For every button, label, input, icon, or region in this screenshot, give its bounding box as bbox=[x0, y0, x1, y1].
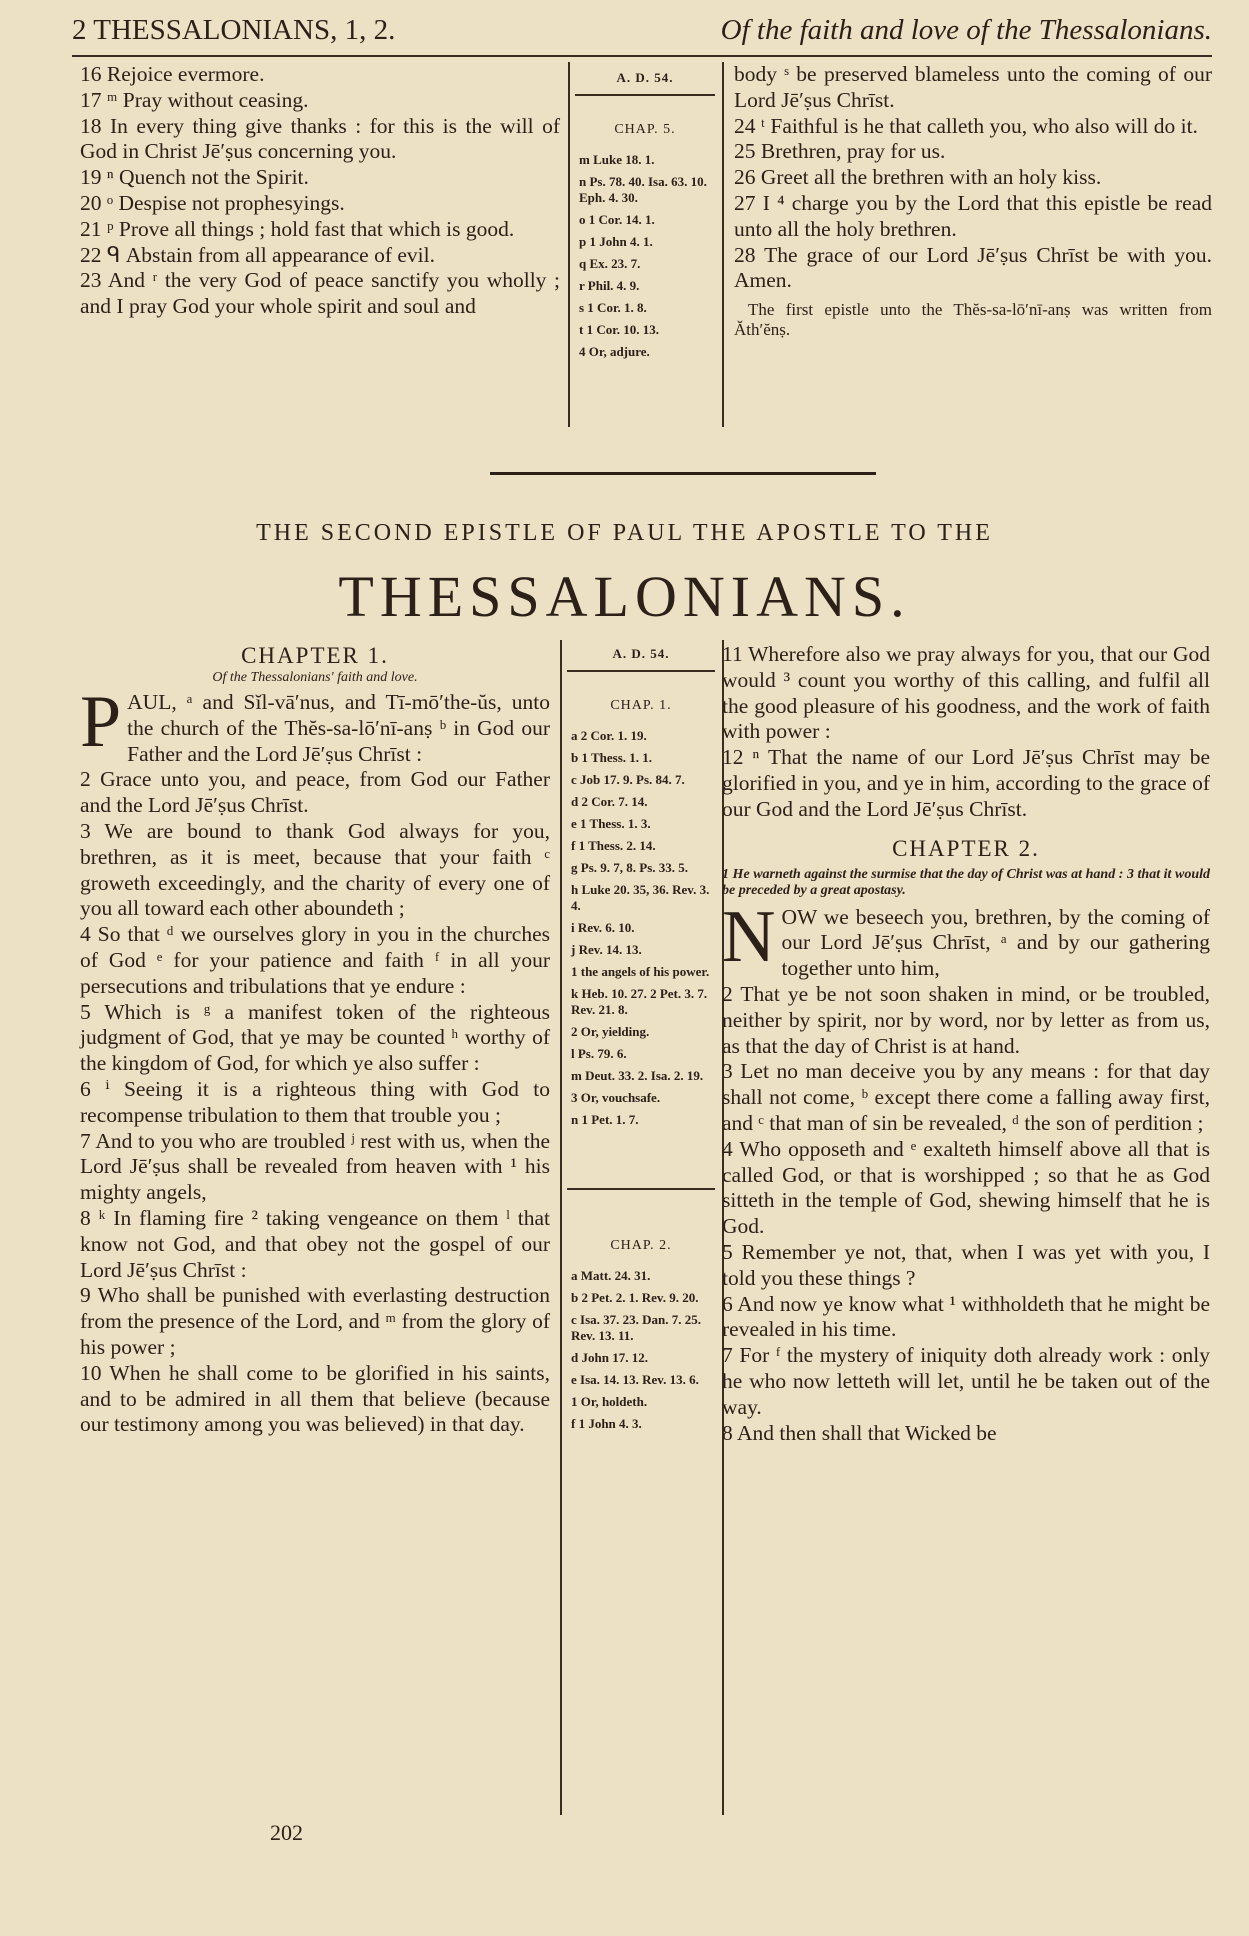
verse-1: NOW we beseech you, brethren, by the coming of our Lord Jē′ṣus Chrīst, ᵃ and by our gathering together unto him, bbox=[722, 895, 1210, 981]
cross-reference: b 2 Pet. 2. 1. Rev. 9. 20. bbox=[571, 1290, 699, 1305]
cross-reference: m Deut. 33. 2. Isa. 2. 19. bbox=[571, 1068, 704, 1083]
cross-reference: a Matt. 24. 31. bbox=[571, 1268, 651, 1283]
verse: 18 In every thing give thanks : for this is the will of God in Christ Jē′ṣus concerning you. bbox=[80, 113, 560, 164]
verse: 2 That ye be not soon shaken in mind, or be troubled, neither by spirit, nor by word, nor by letter as from us, as that the day of Christ is at hand. bbox=[722, 981, 1210, 1058]
verse: 7 For ᶠ the mystery of iniquity doth already work : only he who now letteth will let, until he be taken out of the way. bbox=[722, 1343, 1210, 1419]
verse: 6 ⁱ Seeing it is a righteous thing with God to recompense tribulation to them that trouble you ; bbox=[80, 1076, 550, 1127]
chapter-heading: CHAPTER 1. bbox=[241, 643, 389, 668]
verse: 17 ᵐ Pray without ceasing. bbox=[80, 87, 309, 112]
chapter-ref-heading: CHAP. 5. bbox=[614, 122, 676, 137]
verse: 5 Remember ye not, that, when I was yet with you, I told you these things ? bbox=[722, 1239, 1210, 1290]
verse: 2 Grace unto you, and peace, from God our Father and the Lord Jē′ṣus Chrīst. bbox=[80, 767, 550, 818]
page-number: 202 bbox=[270, 1820, 303, 1845]
verse-1: PAUL, ᵃ and Sĭl-vā′nus, and Tī-mō′the-ŭs, unto the church of the Thĕs-sa-lō′nī-anṣ ᵇ in God our Father and the Lord Jē′ṣus Chrīst : bbox=[80, 681, 550, 766]
cross-reference: k Heb. 10. 27. 2 Pet. 3. 7. Rev. 21. 8. bbox=[571, 986, 708, 1017]
header-rule bbox=[72, 55, 1212, 57]
verse: 8 And then shall that Wicked be bbox=[722, 1420, 997, 1445]
chapter-summary: 1 He warneth against the surmise that the day of Christ was at hand : 3 that it would be preceded by a great apostasy. bbox=[722, 866, 1210, 898]
cross-reference: 1 the angels of his power. bbox=[571, 964, 710, 979]
chapter-1-column bbox=[80, 642, 550, 1438]
cross-reference: p 1 John 4. 1. bbox=[579, 234, 653, 249]
lower-reference-column bbox=[567, 646, 715, 1438]
verse: 25 Brethren, pray for us. bbox=[734, 139, 946, 164]
verse: 9 Who shall be punished with everlasting destruction from the presence of the Lord, and ᵐ from the glory of his power ; bbox=[80, 1283, 550, 1359]
header-topic: Of the faith and love of the Thessalonians. bbox=[720, 14, 1212, 46]
verse: 22 ᑫ Abstain from all appearance of evil. bbox=[80, 242, 435, 267]
cross-reference: 4 Or, adjure. bbox=[579, 344, 650, 359]
chapter-summary: Of the Thessalonians' faith and love. bbox=[212, 670, 418, 685]
top-left-column bbox=[80, 62, 560, 320]
cross-reference: c Isa. 37. 23. Dan. 7. 25. Rev. 13. 11. bbox=[571, 1312, 702, 1343]
verse: 12 ⁿ That the name of our Lord Jē′ṣus Chrīst may be glorified in you, and ye in him, according to the grace of our God and the Lord Jē′ṣus Chrīst. bbox=[722, 745, 1210, 821]
cross-reference: 1 Or, holdeth. bbox=[571, 1394, 648, 1409]
drop-cap: P bbox=[80, 681, 122, 763]
verse: 27 I ⁴ charge you by the Lord that this epistle be read unto all the holy brethren. bbox=[734, 190, 1212, 241]
year-marker: A. D. 54. bbox=[612, 646, 670, 661]
column-rule bbox=[568, 62, 570, 427]
cross-reference: f 1 John 4. 3. bbox=[571, 1416, 642, 1431]
cross-reference: 2 Or, yielding. bbox=[571, 1024, 650, 1039]
verse: 21 ᵖ Prove all things ; hold fast that which is good. bbox=[80, 216, 515, 241]
cross-reference: j Rev. 14. 13. bbox=[571, 942, 642, 957]
chapter-2-column bbox=[722, 642, 1210, 1446]
column-rule bbox=[722, 62, 724, 427]
year-marker: A. D. 54. bbox=[616, 70, 674, 85]
chapter-heading: CHAPTER 2. bbox=[892, 835, 1040, 861]
cross-reference: 3 Or, vouchsafe. bbox=[571, 1090, 661, 1105]
epistle-title: THESSALONIANS. bbox=[338, 564, 911, 629]
section-divider bbox=[490, 472, 876, 475]
verse: 28 The grace of our Lord Jē′ṣus Chrīst be with you. Amen. bbox=[734, 242, 1212, 293]
cross-reference: l Ps. 79. 6. bbox=[571, 1046, 627, 1061]
cross-reference: n Ps. 78. 40. Isa. 63. 10. Eph. 4. 30. bbox=[579, 174, 707, 205]
verse: 5 Which is ᵍ a manifest token of the righteous judgment of God, that ye may be counted ʰ worthy of the kingdom of God, for which ye also suffer : bbox=[80, 999, 550, 1076]
verse: 4 So that ᵈ we ourselves glory in you in the churches of God ᵉ for your patience and faith ᶠ in all your persecutions and tribulations that ye endure : bbox=[80, 922, 550, 998]
header-book-chapter: 2 THESSALONIANS, 1, 2. bbox=[72, 14, 396, 46]
top-right-column bbox=[734, 62, 1212, 340]
chapter-ref-heading: CHAP. 2. bbox=[610, 1238, 672, 1253]
verse: 16 Rejoice evermore. bbox=[80, 62, 265, 86]
cross-reference: q Ex. 23. 7. bbox=[579, 256, 641, 271]
cross-reference: d 2 Cor. 7. 14. bbox=[571, 794, 648, 809]
cross-reference: r Phil. 4. 9. bbox=[579, 278, 640, 293]
cross-reference: f 1 Thess. 2. 14. bbox=[571, 838, 656, 853]
cross-reference: i Rev. 6. 10. bbox=[571, 920, 635, 935]
cross-reference: g Ps. 9. 7, 8. Ps. 33. 5. bbox=[571, 860, 688, 875]
verse: 23 And ʳ the very God of peace sanctify you wholly ; and I pray God your whole spirit and soul and bbox=[80, 268, 560, 319]
cross-reference: n 1 Pet. 1. 7. bbox=[571, 1112, 639, 1127]
cross-reference: m Luke 18. 1. bbox=[579, 152, 655, 167]
ref-rule bbox=[567, 670, 715, 672]
verse: 26 Greet all the brethren with an holy kiss. bbox=[734, 165, 1102, 190]
verse: 10 When he shall come to be glorified in his saints, and to be admired in all them that believe (because our testimony among you was believed) in that day. bbox=[80, 1360, 550, 1437]
cross-reference: t 1 Cor. 10. 13. bbox=[579, 322, 660, 337]
verse: 3 We are bound to thank God always for you, brethren, as it is meet, because that your faith ᶜ groweth exceedingly, and the charity of every one of you all toward each other aboundeth ; bbox=[80, 818, 550, 921]
verse: body ˢ be preserved blameless unto the coming of our Lord Jē′ṣus Chrīst. bbox=[734, 62, 1212, 112]
cross-reference: d John 17. 12. bbox=[571, 1350, 648, 1365]
epistle-subtitle: THE SECOND EPISTLE OF PAUL THE APOSTLE TO THE bbox=[256, 520, 993, 546]
verse: 4 Who opposeth and ᵉ exalteth himself above all that is called God, or that is worshipped ; so that he as God sitteth in the temple of God, shewing himself that he is God. bbox=[722, 1136, 1210, 1239]
colophon: The first epistle unto the Thĕs-sa-lō′nī-anṣ was written from Ăth′ĕnṣ. bbox=[734, 300, 1212, 340]
cross-reference: b 1 Thess. 1. 1. bbox=[571, 750, 653, 765]
ref-rule bbox=[575, 94, 715, 96]
verse: 24 ᵗ Faithful is he that calleth you, who also will do it. bbox=[734, 113, 1198, 138]
ref-rule bbox=[567, 1188, 715, 1190]
cross-reference: a 2 Cor. 1. 19. bbox=[571, 728, 647, 743]
top-reference-column bbox=[575, 70, 715, 366]
verse: 11 Wherefore also we pray always for you, that our God would ³ count you worthy of this calling, and fulfil all the good pleasure of his goodness, and the work of faith with power : bbox=[722, 642, 1210, 744]
verse: 8 ᵏ In flaming fire ² taking vengeance on them ˡ that know not God, and that obey not the gospel of our Lord Jē′ṣus Chrīst : bbox=[80, 1205, 550, 1282]
cross-reference: h Luke 20. 35, 36. Rev. 3. 4. bbox=[571, 882, 710, 913]
column-rule bbox=[560, 640, 562, 1815]
verse: 3 Let no man deceive you by any means : for that day shall not come, ᵇ except there come a falling away first, and ᶜ that man of sin be revealed, ᵈ the son of perdition ; bbox=[722, 1059, 1210, 1135]
verse: 19 ⁿ Quench not the Spirit. bbox=[80, 165, 309, 190]
chapter-ref-heading: CHAP. 1. bbox=[610, 698, 672, 713]
cross-reference: o 1 Cor. 14. 1. bbox=[579, 212, 655, 227]
cross-reference: s 1 Cor. 1. 8. bbox=[579, 300, 647, 315]
cross-reference: e Isa. 14. 13. Rev. 13. 6. bbox=[571, 1372, 699, 1387]
cross-reference: c Job 17. 9. Ps. 84. 7. bbox=[571, 772, 685, 787]
verse: 7 And to you who are troubled ʲ rest with us, when the Lord Jē′ṣus shall be revealed from heaven with ¹ his mighty angels, bbox=[80, 1128, 550, 1205]
drop-cap: N bbox=[722, 895, 776, 978]
verse: 20 ᵒ Despise not prophesyings. bbox=[80, 190, 345, 215]
verse: 6 And now ye know what ¹ withholdeth that he might be revealed in his time. bbox=[722, 1291, 1210, 1342]
running-header bbox=[72, 10, 1212, 50]
cross-reference: e 1 Thess. 1. 3. bbox=[571, 816, 651, 831]
